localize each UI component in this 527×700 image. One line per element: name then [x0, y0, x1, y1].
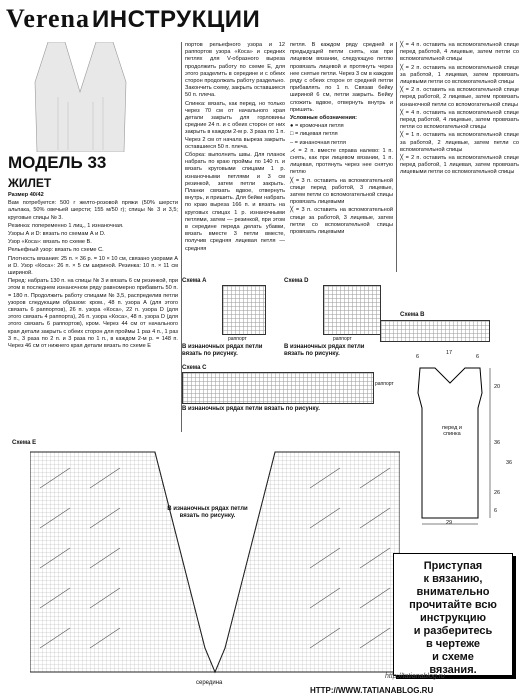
col2-text: портов рельефного узора и 12 раппортов узора «Коса» и средних петлях для V-образного выреза продолжить работу по схеме Е, для этого разделить в середине и с обеих сторон продолжать работу раздельно. Закончить схему, закрыть оставшиеся 50 п. плеча. — [185, 42, 285, 99]
chart-a-rapport-label: раппорт — [228, 336, 247, 342]
back-text: Спинка: вязать, как перед, но только через 70 см от начального края детали закрыть для горловины средние 24 п. и с обеих сторон от них закрыть в каждом 2-м р. 3 раза по 1 п. Через 2 см от начала выреза закрыть оставшиеся 50 п. плеча. — [185, 100, 285, 150]
knit-stitch-icon: □ — [290, 131, 295, 138]
chart-a-label: Схема А — [182, 278, 207, 284]
instructions-column-2 — [185, 42, 285, 254]
dim-8: 29 — [446, 520, 453, 526]
chart-c-grid — [182, 372, 374, 404]
legend-item: ╳ = 2 п. оставить на вспомогательной спице перед работой, 1 лицевая, затем провязать лицевыми петли со вспомогательной спицы — [400, 155, 519, 176]
instructions-column-1 — [8, 192, 178, 351]
legend-item: ╳ = 3 п. оставить на вспомогательной спице за работой, 3 лицевые, затем петли со вспомогательной спицы провязать лицевыми — [290, 207, 393, 236]
dim-2: 17 — [446, 350, 453, 356]
chart-a-grid — [222, 285, 266, 335]
legend-title: Условные обозначения: — [290, 115, 358, 122]
cable-text: Узор «Коса»: вязать по схеме В. — [8, 239, 92, 246]
chart-e-note: В изнаночных рядах петли вязать по рисунку. — [167, 506, 248, 519]
col3-text: петля. В каждом ряду средней и предыдущей петли снять, как при лицевом вязании, следующую петлю провязать лицевой и протянуть через нее снятые петли. Через 3 см в каждом ряду с обеих сторон от средней петли прибавлять по 1 п. Связав бейку шириной 6 см, петли закрыть. Бейку сложить вдвое, отвернуть внутрь и пришить. — [290, 42, 394, 113]
legend-item: ╳ = 2 п. оставить на вспомогательной спице за работой, 1 лицевая, затем провязать лицевыми петли со вспомогательной спицы — [400, 64, 519, 86]
legend-item: ╳ = 1 п. оставить на вспомогательной спице за работой, 2 лицевые, затем петли со вспомогательной спицы — [400, 132, 519, 153]
purl-stitch-icon: – — [290, 139, 295, 146]
cable-4-front-icon: ╳ — [400, 42, 406, 48]
materials-text: Вам потребуется: 500 г желто-розовой пряжи (50% шерсти альпака, 50% овечьей шерсти; 155 м/50 г); спицы № 3 и 3,5; круговые спицы № 3. — [8, 200, 178, 221]
cable-2-back-icon: ╳ — [400, 64, 406, 71]
dim-9: 36 — [506, 460, 513, 466]
dim-6: 26 — [494, 490, 501, 496]
legend-item: ● = кромочная петля — [290, 123, 344, 130]
legend-item: ╳ = 4 п. оставить на вспомогательной спице перед работой, 4 лицевые, затем петли со вспомогательной спицы — [400, 42, 519, 63]
instructions-column-4 — [400, 42, 519, 178]
assembly-text: Сборка: выполнить швы. Для планок набрать по краю проймы по 140 п. и вязать круговыми спицами 1 р. изнаночными петлями и 3 см резинкой, затем петли закрыть. Планки связать вдвое, отвернуть внутрь, и пришить. Для бейки набрать по краю выреза 166 п. и вязать на круговых спицах 1 р. изнаночными петлями, затем — резинкой, при этом в середине переда делать убавки, вязать вместе 3 петли вместе, получив средняя лицевая петля — средняя — [185, 152, 285, 252]
dim-1: 6 — [416, 354, 420, 360]
site-watermark: http://tatianablog.ru — [385, 673, 445, 680]
chart-d-label: Схема D — [284, 278, 309, 284]
cable-front-icon: ╳ — [290, 177, 296, 184]
chart-e-middle-label: середина — [196, 680, 223, 686]
legend-item: ╳ = 2 п. оставить на вспомогательной спице перед работой, 2 лицевые, затем провязать изнаночной петли со вспомогательной спицы — [400, 87, 519, 108]
dim-5: 36 — [494, 440, 501, 446]
vest-photo — [18, 42, 143, 152]
cable-back-icon: ╳ — [290, 207, 296, 214]
chart-c-note: В изнаночных рядах петли вязать по рисунку. — [182, 406, 320, 412]
brand-logo: Verena — [6, 4, 90, 33]
legend-item: ╳ = 3 п. оставить на вспомогательной спице перед работой, 3 лицевые, затем петли со вспомогательной спицы провязать лицевыми — [290, 177, 393, 206]
chart-e-label: Схема Е — [12, 440, 37, 446]
chart-d-rapport-label: раппорт — [333, 336, 352, 342]
model-title: МОДЕЛЬ 33 — [8, 153, 107, 172]
chart-c-label: Схема С — [182, 365, 207, 371]
chart-e-grid — [30, 448, 400, 676]
size-text: Размер 40/42 — [8, 192, 44, 198]
legend-item: ⋌ = 2 п. вместе справа налево: 1 п. снять, как при лицевом вязании, 1 п. лицевая, протянуть через нее снятую петлю — [290, 147, 393, 176]
product-name: ЖИЛЕТ — [8, 176, 52, 190]
instructions-column-3 — [290, 42, 393, 237]
cable-2-front-icon: ╳ — [400, 87, 406, 94]
chart-c-rapport-label: раппорт — [375, 381, 394, 387]
schematic-label: перед и спинка — [442, 425, 462, 437]
garment-schematic — [400, 348, 525, 528]
dim-7: 6 — [494, 508, 498, 514]
divider — [396, 42, 397, 272]
read-instructions-callout: Приступая к вязанию, внимательно прочитайте всю инструкцию и разберитесь в чертеже и схеме вязания. — [393, 553, 513, 676]
relief-text: Рельефный узор: вязать по схеме С. — [8, 247, 104, 254]
chart-d-grid — [323, 285, 381, 335]
legend-item: – = изнаночная петля — [290, 139, 346, 146]
decrease-icon: ⋌ — [290, 147, 299, 154]
dim-4: 20 — [494, 384, 501, 390]
chart-d-note: В изнаночных рядах петли вязать по рисунку. — [284, 344, 365, 357]
cable-2-front-icon: ╳ — [400, 155, 406, 162]
chart-b-label: Схема В — [400, 312, 425, 318]
cable-1-back-icon: ╳ — [400, 132, 406, 139]
edge-stitch-icon: ● — [290, 123, 295, 130]
chart-a-note: В изнаночных рядах петли вязать по рисунку. — [182, 344, 263, 357]
front-text: Перед: набрать 130 п. на спицы № 3 и вязать 6 см резинкой, при этом в последнем изнаночном ряду равномерно прибавить 50 п. = 180 п. Продолжить работу спицами № 3,5, распределив петли узоров следующим образом: кром., 48 п. узора А (для этого связать 6 раппортов), 26 п. узора «Коса», 22 п. узора D (для этого связать 4 раппорта), 26 п. узора «Коса», 48 п. узора D (для этого связать 6 раппортов), кром. Через 44 см от начального края детали закрыть с обеих сторон для проймы 1 раз 4 п., 1 раз 3 п., 3 раза по 2 п. и 3 раза по 1 п., в каждом 2-м р. = 148 п. Через 46 см от нижнего края детали вязать по схеме Е — [8, 278, 178, 350]
footer-watermark: HTTP://WWW.TATIANABLOG.RU — [310, 686, 434, 695]
cable-4-front-icon: ╳ — [400, 109, 406, 116]
rib-text: Резинка: попеременно 1 лиц., 1 изнаночная. — [8, 222, 124, 229]
chart-b-grid — [380, 320, 490, 342]
page-title: ИНСТРУКЦИИ — [92, 6, 261, 33]
gauge-text: Плотность вязания: 25 п. × 36 р. = 10 × 10 см, связано узорами А и D. Узор «Коса»: 26 п. × 5 см шириной. Резинка: 10 п. × 11 см шириной. — [8, 255, 178, 277]
legend-item: □ = лицевая петля — [290, 131, 338, 138]
legend-item: ╳ = 4 п. оставить на вспомогательной спице перед работой, 4 лицевые, затем провязать петли со вспомогательной спицы — [400, 109, 519, 131]
pattern-ad-text: Узоры А и D: вязать по схемам А и D. — [8, 231, 106, 238]
dim-3: 6 — [476, 354, 480, 360]
